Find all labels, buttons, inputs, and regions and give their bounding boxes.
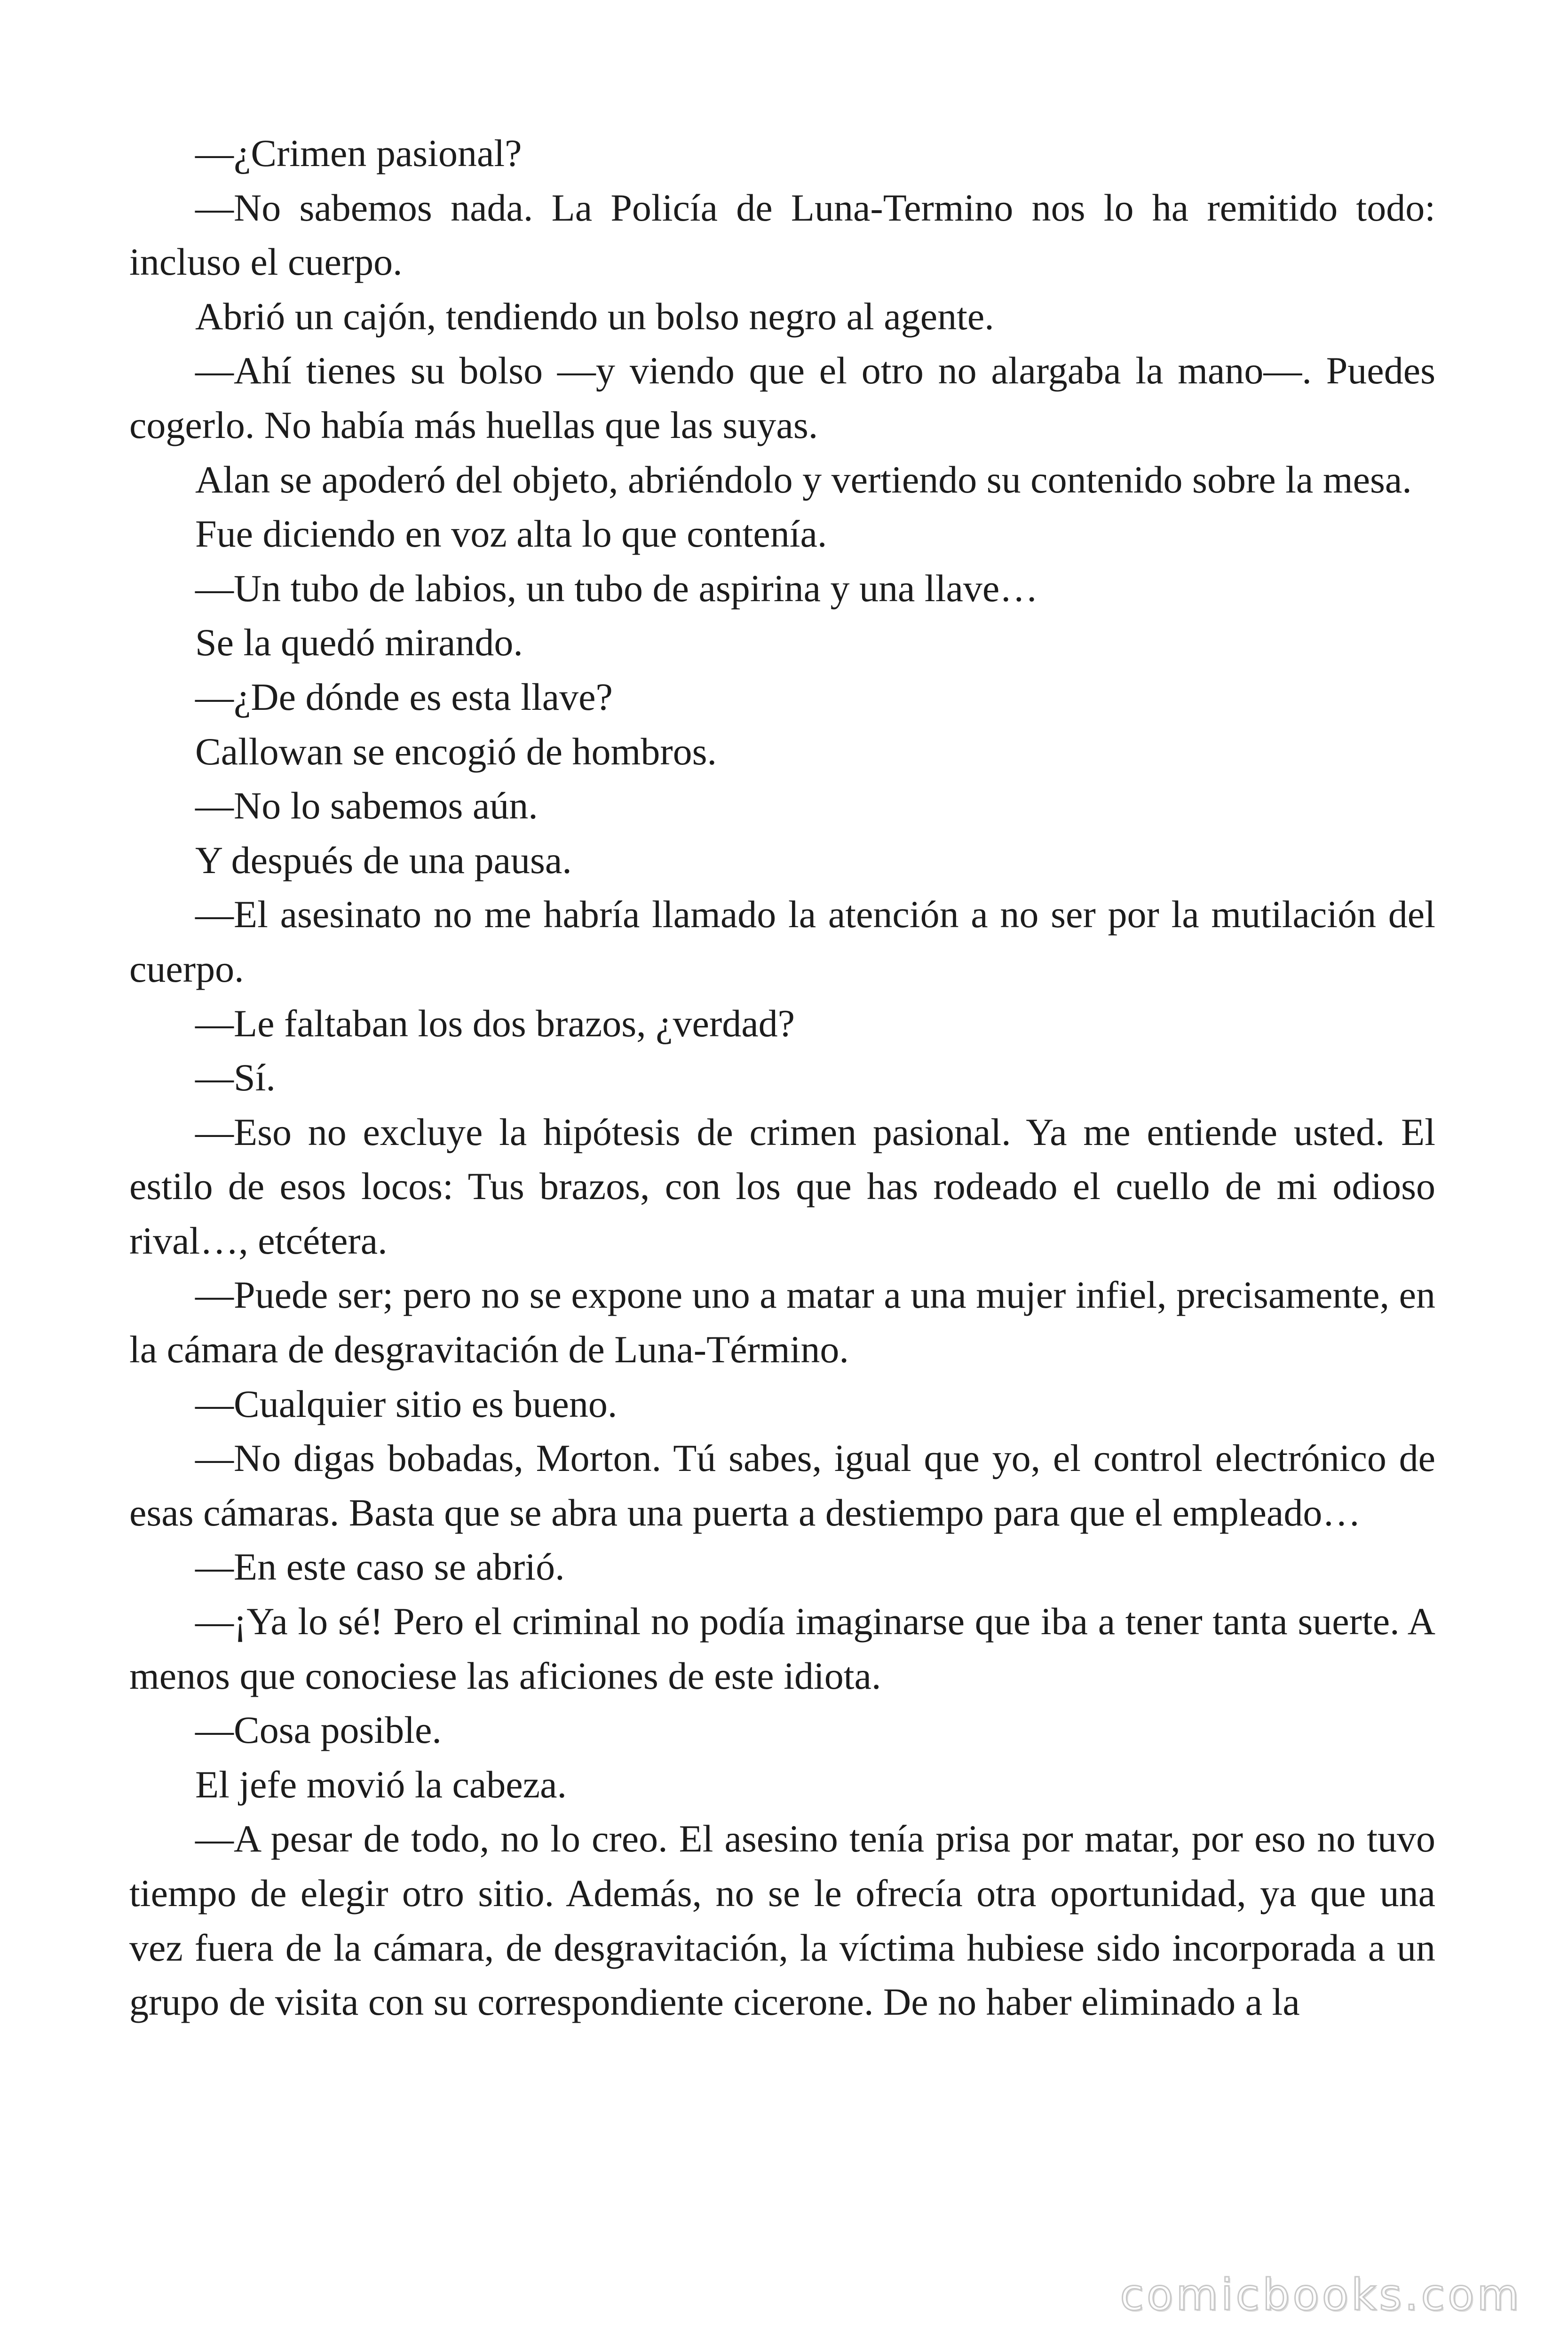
paragraph: —No sabemos nada. La Policía de Luna-Termino nos lo ha remitido todo: incluso el cuerpo.: [129, 186, 1435, 284]
paragraph: —Ahí tienes su bolso —y viendo que el otro no alargaba la mano—. Puedes cogerlo. No había más huellas que las suyas.: [129, 349, 1435, 446]
paragraph: Abrió un cajón, tendiendo un bolso negro al agente.: [195, 294, 994, 338]
paragraph: —Eso no excluye la hipótesis de crimen pasional. Ya me entiende usted. El estilo de esos locos: Tus brazos, con los que has rodeado el cuello de mi odioso rival…, etcétera.: [129, 1110, 1435, 1262]
paragraph: Se la quedó mirando.: [195, 621, 523, 664]
watermark: comicbooks.com: [1120, 2270, 1522, 2320]
paragraph: El jefe movió la cabeza.: [195, 1763, 567, 1806]
paragraph: —¿Crimen pasional?: [195, 132, 522, 175]
paragraph: Y después de una pausa.: [195, 838, 572, 882]
body-text: [129, 126, 1435, 2029]
paragraph: —Un tubo de labios, un tubo de aspirina y una llave…: [195, 566, 1038, 610]
paragraph: —El asesinato no me habría llamado la atención a no ser por la mutilación del cuerpo.: [129, 893, 1435, 990]
paragraph: —Cosa posible.: [195, 1708, 442, 1752]
paragraph: Callowan se encogió de hombros.: [195, 730, 717, 773]
paragraph: —No digas bobadas, Morton. Tú sabes, igual que yo, el control electrónico de esas cámaras. Basta que se abra una puerta a destiempo para que el empleado…: [129, 1437, 1435, 1534]
paragraph: —Cualquier sitio es bueno.: [195, 1382, 618, 1425]
paragraph: —No lo sabemos aún.: [195, 784, 538, 827]
paragraph: —En este caso se abrió.: [195, 1545, 565, 1589]
paragraph: Fue diciendo en voz alta lo que contenía.: [195, 512, 827, 556]
paragraph: —Le faltaban los dos brazos, ¿verdad?: [195, 1001, 795, 1045]
paragraph: —Puede ser; pero no se expone uno a matar a una mujer infiel, precisamente, en la cámara de desgravitación de Luna-Término.: [129, 1273, 1435, 1371]
paragraph: —A pesar de todo, no lo creo. El asesino tenía prisa por matar, por eso no tuvo tiempo de elegir otro sitio. Además, no se le ofrecía otra oportunidad, ya que una vez fuera de la cámara, de desgravitación, la víctima hubiese sido incorporada a un grupo de visita con su correspondiente cicerone. De no haber eliminado a la: [129, 1817, 1435, 2024]
paragraph: —Sí.: [195, 1056, 276, 1099]
paragraph: —¡Ya lo sé! Pero el criminal no podía imaginarse que iba a tener tanta suerte. A menos que conociese las aficiones de este idiota.: [129, 1600, 1435, 1697]
paragraph: —¿De dónde es esta llave?: [195, 675, 613, 718]
paragraph: Alan se apoderó del objeto, abriéndolo y vertiendo su contenido sobre la mesa.: [195, 458, 1412, 501]
